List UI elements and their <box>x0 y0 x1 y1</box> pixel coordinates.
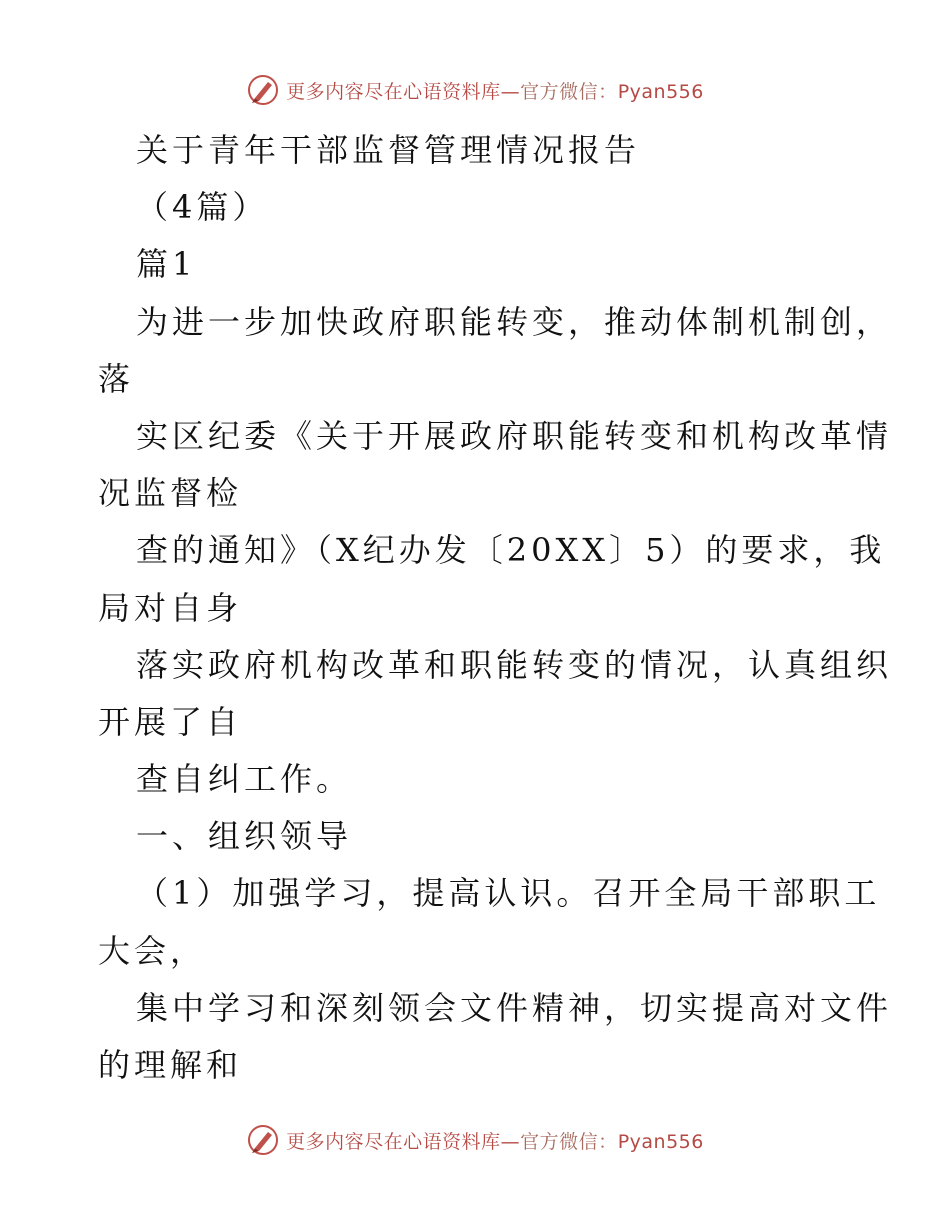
paragraph-line: 查自纠工作。 <box>136 760 353 799</box>
watermark-footer <box>0 1120 950 1160</box>
watermark-wechat-label: 官方微信： <box>520 1130 618 1153</box>
paragraph-line: （1）加强学习，提高认识。召开全局干部职工 <box>136 874 881 913</box>
watermark-wechat-id: Pyan556 <box>617 80 704 103</box>
paragraph-line: 集中学习和深刻领会文件精神，切实提高对文件 <box>136 988 893 1027</box>
section-heading: 一、组织领导 <box>136 817 353 856</box>
watermark-text <box>286 1127 704 1154</box>
watermark-dash: — <box>500 1130 521 1153</box>
pen-logo-icon <box>246 73 280 107</box>
doc-title: 关于青年干部监督管理情况报告 <box>136 131 641 169</box>
watermark-main: 更多内容尽在心语资料库 <box>286 1130 501 1153</box>
watermark-text <box>286 77 704 104</box>
paragraph-line: 况监督检 <box>98 474 243 513</box>
watermark-header <box>0 70 950 110</box>
paragraph-line: 大会， <box>98 931 207 970</box>
paragraph-line: 落实政府机构改革和职能转变的情况，认真组织 <box>136 645 893 684</box>
paragraph-line: 落 <box>98 359 135 398</box>
watermark-wechat-label: 官方微信： <box>520 80 618 103</box>
paragraph-line: 实区纪委《关于开展政府职能转变和机构改革情 <box>136 416 893 455</box>
doc-subtitle: （4篇） <box>136 188 269 227</box>
paragraph-line: 局对自身 <box>98 588 243 627</box>
watermark-dash: — <box>500 80 521 103</box>
paragraph-line: 为进一步加快政府职能转变，推动体制机制创， <box>136 302 893 341</box>
section-label: 篇1 <box>136 245 197 284</box>
watermark-main: 更多内容尽在心语资料库 <box>286 80 501 103</box>
paragraph-line: 的理解和 <box>98 1046 243 1084</box>
pen-logo-icon <box>246 1123 280 1157</box>
watermark-wechat-id: Pyan556 <box>617 1130 704 1153</box>
paragraph-line: 开展了自 <box>98 702 243 741</box>
document-body <box>98 122 893 1094</box>
paragraph-line: 查的通知》（X纪办发〔20XX〕5）的要求，我 <box>136 531 886 570</box>
